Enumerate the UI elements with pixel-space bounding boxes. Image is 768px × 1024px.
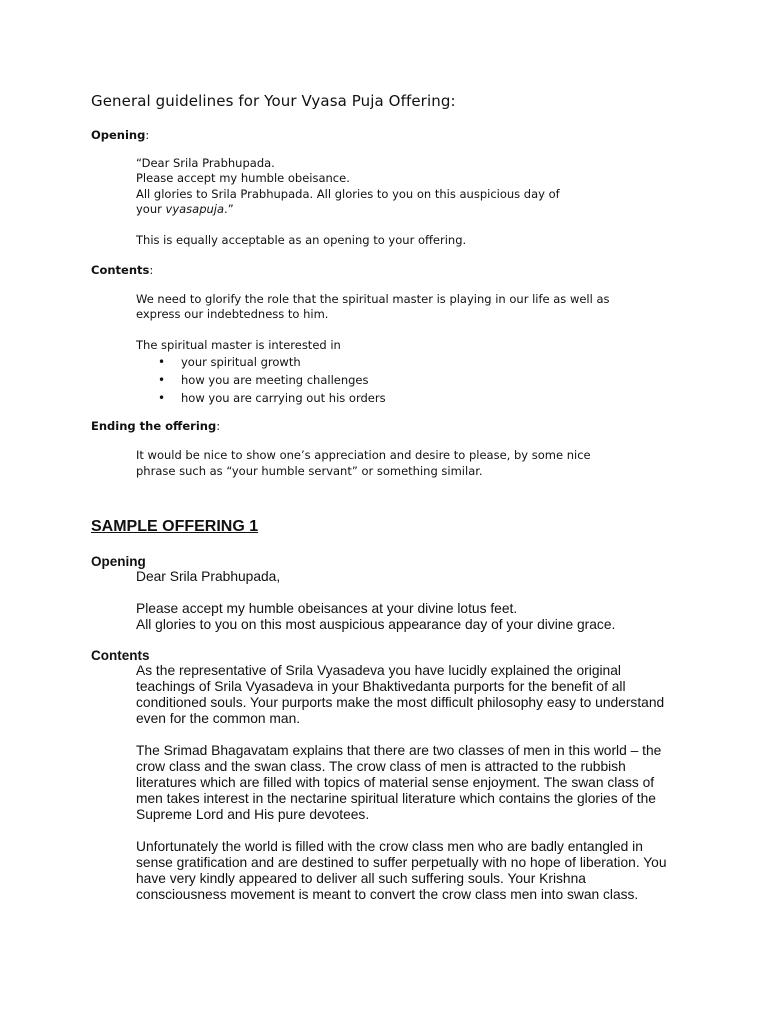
interest-list xyxy=(91,353,691,407)
ending-heading-label: Ending the offering xyxy=(91,419,217,434)
para3-line: Unfortunately the world is filled with the crow class men who are badly entangled in xyxy=(136,839,643,854)
para3-line: have very kindly appeared to deliver all such suffering souls. Your Krishna xyxy=(136,871,586,886)
sample-opening-line-2: All glories to you on this most auspicious appearance day of your divine grace. xyxy=(136,617,616,632)
ending-line-2: phrase such as “your humble servant” or something similar. xyxy=(136,463,483,478)
list-item: • how you are carrying out his orders xyxy=(136,389,691,407)
vyasapuja-italic: vyasapuja xyxy=(165,202,225,217)
opening-line-2: Please accept my humble obeisance. xyxy=(136,171,350,186)
opening-line-4-prefix: your xyxy=(136,202,166,217)
para1-line: teachings of Srila Vyasadeva in your Bhaktivedanta purports for the benefit of all xyxy=(136,679,626,694)
opening-heading-label: Opening xyxy=(91,128,146,142)
opening-line-4-suffix: .” xyxy=(224,202,234,217)
para2-line: men takes interest in the nectarine spiritual literature which contains the glories of the xyxy=(136,791,656,806)
sample-opening-line-1: Please accept my humble obeisances at your divine lotus feet. xyxy=(136,601,518,616)
contents-line-2: express our indebtedness to him. xyxy=(136,307,329,322)
para1-line: As the representative of Srila Vyasadeva you have lucidly explained the original xyxy=(136,663,621,678)
opening-note: This is equally acceptable as an opening to your offering. xyxy=(136,232,467,247)
para1-line: conditioned souls. Your purports make the most difficult philosophy easy to understand xyxy=(136,695,665,710)
contents-line-1: We need to glorify the role that the spiritual master is playing in our life as well as xyxy=(136,292,610,307)
para3-line: sense gratification and are destined to suffer perpetually with no hope of liberation. You xyxy=(136,855,667,870)
sample-contents-heading: Contents xyxy=(91,648,150,663)
opening-line-4 xyxy=(91,202,691,217)
sample-opening-heading: Opening xyxy=(91,554,146,569)
para2-line: The Srimad Bhagavatam explains that there are two classes of men in this world – the xyxy=(136,743,662,758)
list-item: • your spiritual growth xyxy=(136,353,691,371)
opening-line-3: All glories to Srila Prabhupada. All glories to you on this auspicious day of xyxy=(136,186,560,201)
guidelines-section xyxy=(91,92,691,479)
para2-line: Supreme Lord and His pure devotees. xyxy=(136,807,370,822)
para3-line: consciousness movement is meant to convert the crow class men into swan class. xyxy=(136,887,639,902)
guidelines-title: General guidelines for Your Vyasa Puja Offering: xyxy=(91,92,456,110)
contents-heading: Contents: xyxy=(91,263,154,278)
sample-offering-section xyxy=(91,518,691,903)
para2-line: literatures which are filled with topics of material sense enjoyment. The swan class of xyxy=(136,775,655,790)
interest-intro: The spiritual master is interested in xyxy=(136,337,341,352)
ending-heading: Ending the offering: xyxy=(91,419,221,434)
para2-line: crow class and the swan class. The crow class of men is attracted to the rubbish xyxy=(136,759,626,774)
opening-line-1: “Dear Srila Prabhupada. xyxy=(136,156,275,170)
contents-heading-label: Contents xyxy=(91,263,150,278)
sample-offering-title: SAMPLE OFFERING 1 xyxy=(91,518,259,535)
list-item: • how you are meeting challenges xyxy=(136,371,691,389)
ending-line-1: It would be nice to show one’s appreciation and desire to please, by some nice xyxy=(136,448,591,463)
sample-salutation: Dear Srila Prabhupada, xyxy=(136,569,281,584)
para1-line: even for the common man. xyxy=(136,711,301,726)
opening-heading: Opening: xyxy=(91,128,150,142)
